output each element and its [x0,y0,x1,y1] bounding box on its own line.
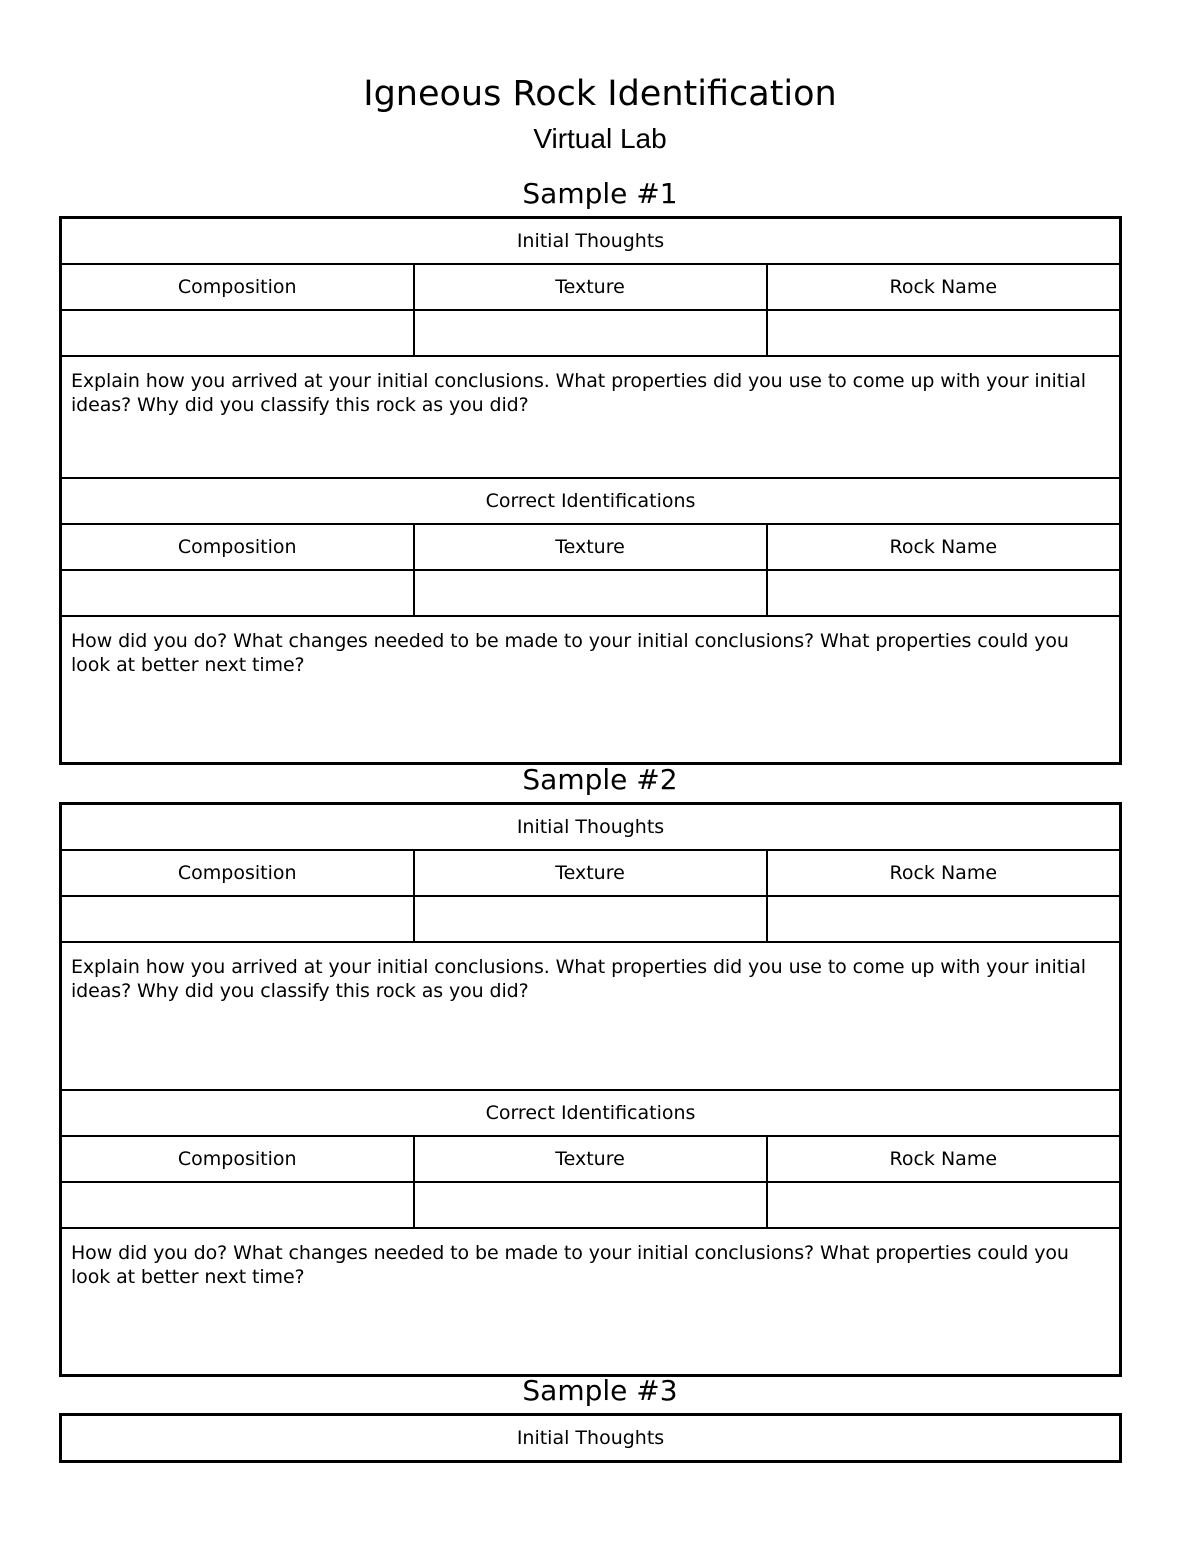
texture-answer-cell[interactable] [414,1182,767,1228]
correct-identifications-header: Correct Identifications [61,1090,1121,1136]
initial-thoughts-header: Initial Thoughts [61,1415,1121,1462]
composition-header: Composition [61,524,414,570]
rock-name-answer-cell[interactable] [767,1182,1121,1228]
composition-answer-cell[interactable] [61,570,414,616]
rock-name-answer-cell[interactable] [767,896,1121,942]
texture-answer-cell[interactable] [414,570,767,616]
rock-name-answer-cell[interactable] [767,310,1121,356]
sample-3-heading: Sample #3 [522,1374,678,1407]
initial-thoughts-header: Initial Thoughts [61,804,1121,851]
rock-name-header: Rock Name [767,524,1121,570]
reflect-prompt-cell[interactable]: How did you do? What changes needed to be made to your initial conclusions? What properties could you look at better next time? [61,1228,1121,1376]
texture-header: Texture [414,1136,767,1182]
sample-3-table [59,1413,1122,1463]
page-title: Igneous Rock Identification [363,74,837,114]
texture-header: Texture [414,850,767,896]
explain-prompt-cell[interactable]: Explain how you arrived at your initial conclusions. What properties did you use to come up with your initial ideas? Why did you classify this rock as you did? [61,942,1121,1090]
explain-prompt-cell[interactable]: Explain how you arrived at your initial conclusions. What properties did you use to come up with your initial ideas? Why did you classify this rock as you did? [61,356,1121,478]
composition-answer-cell[interactable] [61,896,414,942]
initial-thoughts-header: Initial Thoughts [61,218,1121,265]
sample-2-table [59,802,1122,1377]
rock-name-header: Rock Name [767,264,1121,310]
page-subtitle: Virtual Lab [533,123,667,154]
sample-1-table [59,216,1122,765]
composition-header: Composition [61,1136,414,1182]
texture-answer-cell[interactable] [414,310,767,356]
texture-header: Texture [414,524,767,570]
sample-2-heading: Sample #2 [522,763,678,796]
composition-header: Composition [61,850,414,896]
correct-identifications-header: Correct Identifications [61,478,1121,524]
rock-name-header: Rock Name [767,850,1121,896]
sample-1-heading: Sample #1 [522,177,678,210]
texture-answer-cell[interactable] [414,896,767,942]
rock-name-header: Rock Name [767,1136,1121,1182]
rock-name-answer-cell[interactable] [767,570,1121,616]
composition-answer-cell[interactable] [61,1182,414,1228]
texture-header: Texture [414,264,767,310]
reflect-prompt-cell[interactable]: How did you do? What changes needed to be made to your initial conclusions? What properties could you look at better next time? [61,616,1121,764]
composition-answer-cell[interactable] [61,310,414,356]
composition-header: Composition [61,264,414,310]
